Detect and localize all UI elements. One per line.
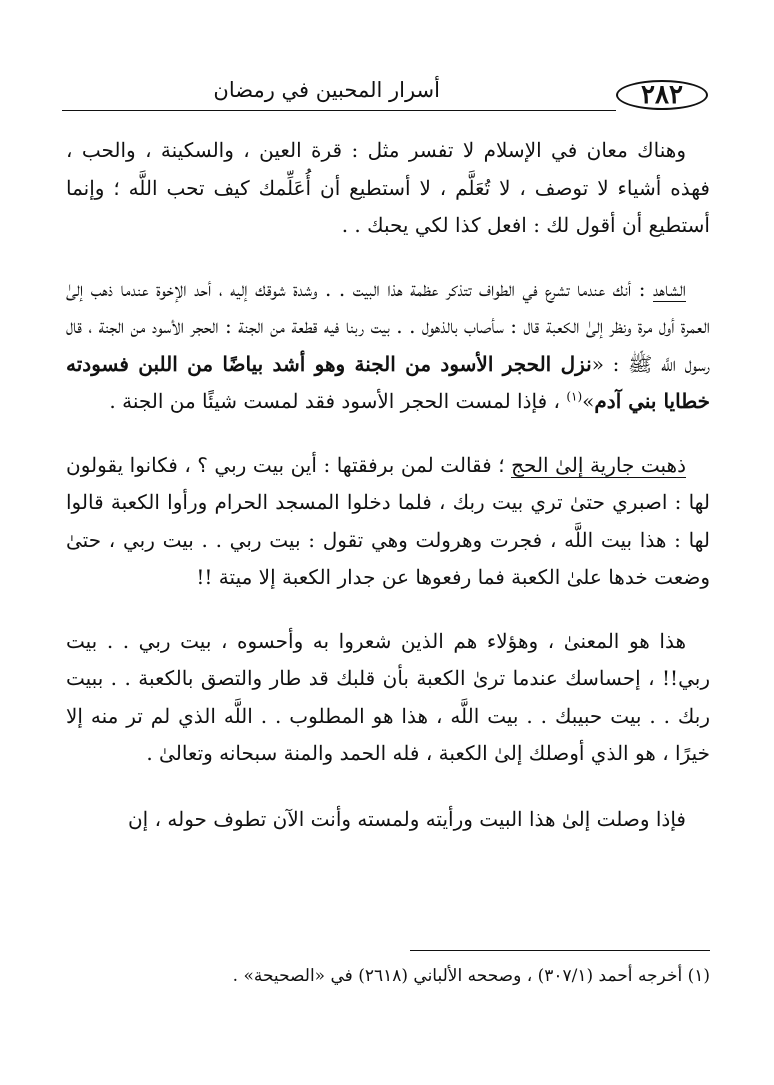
paragraph-lead: الشاهد bbox=[652, 276, 686, 301]
footnote-rule bbox=[410, 950, 710, 951]
footnote-text: (١) أخرجه أحمد (٣٠٧/١) ، وصححه الألباني (٢٦١٨) في «الصحيحة» . bbox=[232, 966, 710, 986]
header-rule bbox=[62, 110, 616, 111]
paragraph-text: ، فإذا لمست الحجر الأسود فقد لمست شيئًا من الجنة . bbox=[109, 389, 560, 413]
page-header bbox=[62, 72, 710, 118]
paragraph-text: : أنك عندما تشرع في الطواف تتذكر عظمة هذا البيت . . وشدة شوقك إليه ، أحد الإخوة عندما ذهب إلىٰ العمرة أول مرة ونظر إلىٰ الكعبة قال : سأصاب بالذهول . . بيت ربنا فيه قطعة من الجنة : الحجر الأسود من الجنة ، قال رسول اللَّه ﷺ : « bbox=[66, 276, 710, 376]
quote-close: » bbox=[582, 389, 595, 413]
paragraph-1 bbox=[66, 132, 710, 245]
page-number bbox=[616, 80, 708, 110]
body-text bbox=[66, 132, 710, 864]
paragraph-text: هذا هو المعنىٰ ، وهؤلاء هم الذين شعروا به وأحسوه ، بيت ربي . . بيت ربي!! ، إحساسك عندما ترىٰ الكعبة بأن قلبك قد طار والتصق بالكعبة . . ببيت ربك . . بيت حبيبك . . بيت اللَّه ، هذا هو المطلوب . . اللَّه الذي لم تر منه إلا خيرًا ، هو الذي أوصلك إلىٰ الكعبة ، فله الحمد والمنة سبحانه وتعالىٰ . bbox=[66, 628, 710, 765]
running-title: أسرار المحبين في رمضان bbox=[213, 78, 440, 102]
paragraph-text: فإذا وصلت إلىٰ هذا البيت ورأيته ولمسته وأنت الآن تطوف حوله ، إن bbox=[127, 806, 686, 831]
paragraph-3 bbox=[66, 447, 710, 597]
paragraph-text: ؛ فقالت لمن برفقتها : أين بيت ربي ؟ ، فكانوا يقولون لها : اصبري حتىٰ تري بيت ربك ، فلما دخلوا المسجد الحرام ورأوا الكعبة قالوا لها : هذا بيت اللَّه ، فجرت وهرولت وهي تقول : بيت ربي . . بيت ربي ، حتىٰ وضعت خدها علىٰ الكعبة فما رفعوها عن جدار الكعبة إلا ميتة !! bbox=[66, 452, 710, 589]
paragraph-5 bbox=[66, 801, 710, 839]
hadith-quote: نزل الحجر الأسود من الجنة وهو أشد بياضًا من اللبن فسودته خطايا بني آدم bbox=[66, 351, 710, 413]
page-number-text: ٢٨٢ bbox=[641, 80, 683, 110]
paragraph-text: وهناك معان في الإسلام لا تفسر مثل : قرة العين ، والسكينة ، والحب ، فهذه أشياء لا توصف ، لا تُعَلَّم ، لا أستطيع أن أُعَلِّمك كيف تحب اللَّه ؛ وإنما أستطيع أن أقول لك : افعل كذا لكي يحبك . . bbox=[66, 138, 710, 237]
paragraph-2 bbox=[66, 271, 710, 421]
paragraph-lead: ذهبت جارية إلىٰ الحج bbox=[511, 452, 686, 477]
paragraph-4 bbox=[66, 623, 710, 773]
footnote-marker[interactable]: (١) bbox=[566, 389, 583, 404]
footnote bbox=[66, 962, 710, 990]
